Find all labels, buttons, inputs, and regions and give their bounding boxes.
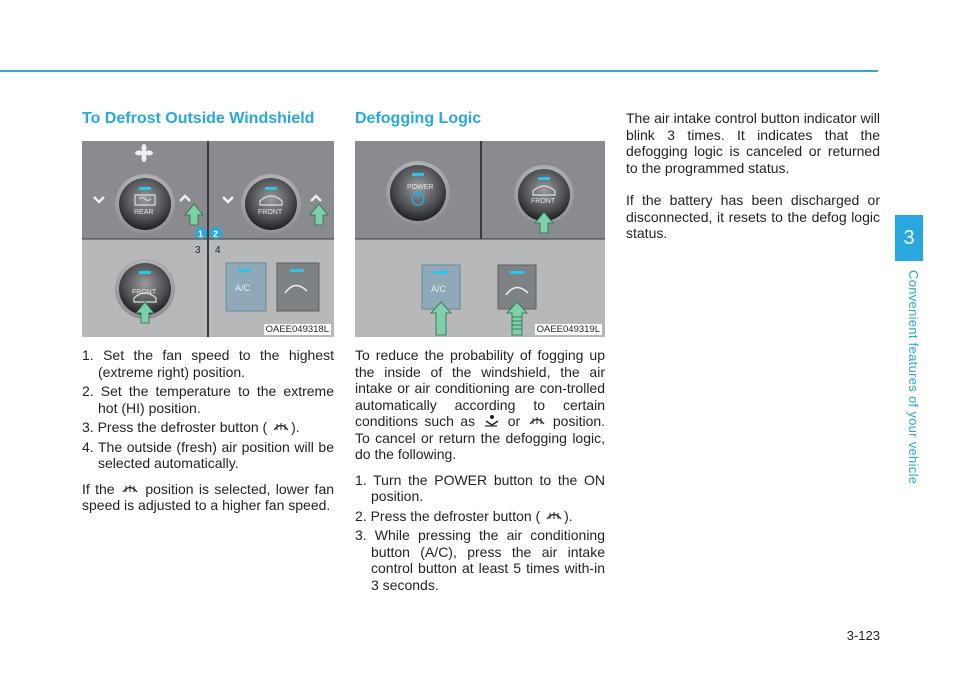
list-item: 2. Set the temperature to the extreme hot (HI) position. [82, 383, 334, 416]
paragraph: If the battery has been discharged or disconnected, it resets to the defog logic status. [626, 192, 880, 241]
marker-3: 3 [195, 245, 201, 256]
defrost-steps [82, 347, 334, 472]
marker-2: 2 [213, 229, 219, 239]
marker-4: 4 [215, 245, 221, 256]
power-knob [386, 161, 450, 225]
list-item: 1. Set the fan speed to the highest (extreme right) position. [82, 347, 334, 380]
chapter-title: Convenient features of your vehicle [906, 270, 921, 485]
section-title: Defogging Logic [355, 110, 482, 127]
front-label: FRONT [258, 209, 283, 216]
figure-code: OAEE049319L [536, 324, 600, 335]
rear-label: REAR [134, 209, 154, 216]
ac-label: A/C [235, 283, 251, 293]
marker-1: 1 [198, 229, 204, 239]
list-item: 4. The outside (fresh) air position will be selected automatically. [82, 438, 334, 471]
chapter-number: 3 [903, 226, 915, 249]
front-label-bottom: FRONT [132, 289, 157, 296]
list-item [82, 419, 334, 436]
list-item: 1. Turn the POWER button to the ON position. [355, 471, 605, 504]
chapter-tab [895, 215, 923, 261]
paragraph [82, 481, 334, 514]
text-fragment: position is selected, lower fan speed is adjusted to a higher fan speed. [82, 480, 335, 513]
defogging-controls-illustration [355, 141, 605, 337]
paragraph [355, 347, 605, 463]
defroster-icon [544, 509, 564, 523]
step-text-end: ). [564, 507, 573, 524]
front-defrost-knob [241, 174, 301, 234]
ac-label: A/C [431, 284, 447, 294]
figure-code: OAEE049318L [265, 324, 329, 335]
step-text: 3. Press the defroster button ( [82, 419, 268, 435]
figure-defogging-controls [355, 141, 605, 337]
section-defogging-logic [355, 110, 605, 602]
text-fragment: If the [82, 480, 115, 497]
section-defogging-notes [626, 110, 880, 251]
rear-defrost-knob [115, 174, 175, 234]
defrost-floor-icon [481, 414, 501, 428]
defroster-icon [120, 482, 140, 496]
front-label: FRONT [531, 198, 556, 205]
defroster-icon [271, 420, 291, 434]
list-item: 3. While pressing the air conditioning button (A/C), press the air intake control button at least 5 times with-in 3 seconds. [355, 527, 605, 593]
section-defrost-outside [82, 110, 334, 523]
power-label: POWER [407, 184, 434, 191]
text-fragment: To reduce the probability of fogging up the inside of the windshield, the air intake or air conditioning are con-trolled automatically according to certain conditions such as [355, 347, 605, 429]
text-fragment: position. To cancel or return the defogging logic, do the following. [355, 413, 606, 462]
list-item [355, 508, 605, 525]
defroster-icon [527, 414, 547, 428]
figure-defrost-controls [82, 141, 334, 337]
defrost-controls-illustration [82, 141, 334, 337]
page-number: 3-123 [846, 628, 880, 643]
text-fragment: or [507, 413, 521, 429]
step-text-end: ). [291, 419, 300, 435]
step-text: 2. Press the defroster button ( [355, 507, 541, 524]
paragraph: The air intake control button indicator will blink 3 times. It indicates that the defogging logic is canceled or returned to the programmed status. [626, 110, 880, 176]
top-rule [0, 70, 878, 72]
section-title: To Defrost Outside Windshield [82, 110, 315, 127]
defogging-steps [355, 472, 605, 594]
